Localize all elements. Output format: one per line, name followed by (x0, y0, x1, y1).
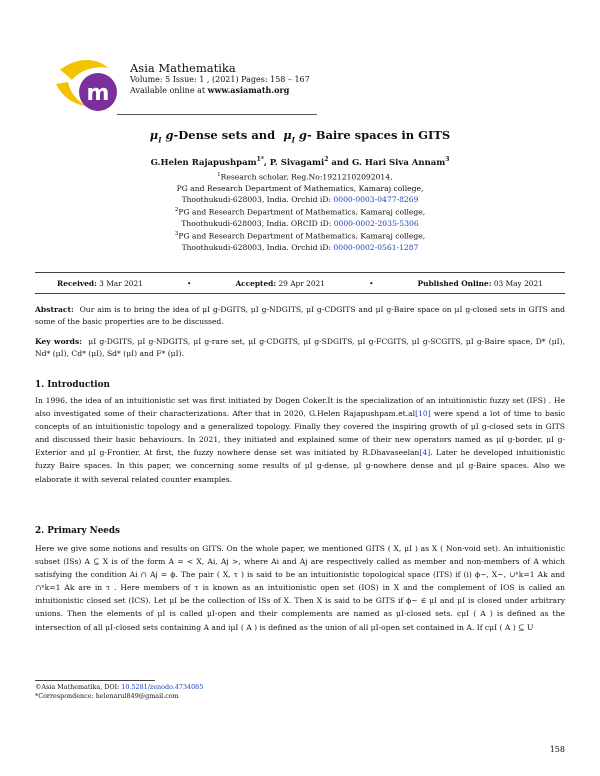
keywords-label: Key words: (35, 337, 83, 346)
volume-line: Volume: 5 Issue: 1 , (2021) Pages: 158 – 167 (130, 75, 310, 84)
footnote-correspondence: *Correspondence: helenarul849@gmail.com (35, 692, 179, 700)
keywords-text: μI g-DGITS, μI g-NDGITS, μI g-rare set, μI g-CDGITS, μI g-SDGITS, μI g-FCGITS, μI g-SCGITS, μI g-Baire space, D* (μI), Nd* (μI), Cd* (μI), Sd* (μI) and F* (μI). (35, 337, 566, 359)
keywords (35, 336, 565, 360)
footnote-rule (35, 680, 155, 681)
received-date: Received: 3 Mar 2021 (57, 278, 143, 288)
introduction-paragraph: In 1996, the idea of an intuitionistic set was first initiated by Dogen Coker.It is the specialization of an intuitionistic fuzzy set (IFS) . He also investigated some of their characterizations. After that in 2020, G.Helen Rajapushpam.et.al[10] were spend a lot of time to basic concepts of an intuitionistic topology and a generalized topology. Finally they covered the inspiring growth of μI g-closed sets in GITS and discussed their basic behaviours. In 2021, they initiated and explained some of their new operators named as μI g-border, μI g-Exterior and μI g-Frontier. At first, the fuzzy nowhere dense set was initiated by R.Dhavaseelan[4]. Later he developed intuitionistic fuzzy Baire spaces. In this paper, we concerning some results of μI g-dense, μI g-nowhere dense and μI g-Baire spaces. Also we elaborate it with several related counter examples. (35, 396, 565, 484)
svg-text:m: m (86, 81, 110, 106)
dates-bullet: • (186, 278, 192, 288)
affiliation-3b: Thoothukudi-628003, India. Orchid iD: 0000-0002-0561-1287 (181, 242, 419, 252)
publication-dates (35, 272, 565, 294)
abstract-label: Abstract: (35, 305, 74, 314)
abstract (35, 304, 565, 328)
availability-line: Available online at www.asiamath.org (130, 85, 290, 95)
primary-needs-paragraph: Here we give some notions and results on GITS. On the whole paper, we mentioned GITS ( X, μI ) as X ( Non-void set). An intuitionistic subset (ISs) A ⊆ X is of the form A = < X, Ai, Aj >, where Ai and Aj are respectively called as member and non-members of A which satisfying the condition Ai ∩ Aj = ϕ. The pair ( X, τ ) is said to be an intuitionistic topological space (ITS) if (i) ϕ∼, X∼, ∪ⁿk=1 Ak and ∩ⁿk=1 Ak are in τ . Here members of τ is known as an intuitionistic open set (IOS) in X and the complement of IOS is called an intuitionistic closed set (ICS). Let μI be the collection of ISs of X. Then X is said to be GITS if ϕ∼ ∈ μI and μI is closed under arbitrary unions. Then the elements of μI is called μI-open and their complements are named as μI-closed sets. cμI ( A ) is defined as the intersection of all μI-closed sets containing A and iμI ( A ) is defined as the union of all μI-open set contained in A. If cμI ( A ) ⊆ U (35, 544, 565, 632)
author-line: G.Helen Rajapushpam$^{1*}$, P. Sivagami$^2$ and G. Hari Siva Annam$^3$ (150, 156, 450, 168)
journal-name: Asia Mathematika (130, 61, 236, 75)
dates-bullet: • (369, 278, 374, 288)
journal-logo (52, 56, 128, 118)
affiliation-1a: $^1$Research scholar, Reg.No:19212102092014, (217, 172, 393, 182)
website-link[interactable]: www.asiamath.org (207, 85, 290, 95)
journal-header (130, 62, 310, 96)
paper-title: $\mu_I$ g-Dense sets and $\mu_I$ g- Baire spaces in GITS (149, 128, 451, 145)
published-date: Published Online: 03 May 2021 (417, 278, 543, 288)
section-heading-primary-needs: 2. Primary Needs (35, 526, 120, 536)
accepted-date: Accepted: 29 Apr 2021 (235, 278, 325, 288)
citation-link[interactable]: [4] (419, 448, 431, 458)
orcid-link-2[interactable]: 0000-0002-2035-5306 (333, 218, 419, 228)
footnote-copyright: ©Asia Mathematika, DOI: 10.5281/zenodo.4734085 (35, 683, 204, 691)
doi-link[interactable]: 10.5281/zenodo.4734085 (121, 683, 204, 691)
abstract-text: Our aim is to bring the idea of μI g-DGITS, μI g-NDGITS, μI g-CDGITS and μI g-Baire space on μI g-closed sets in GITS and some of the basic properties are to be discussed. (35, 305, 566, 327)
affiliation-1b: PG and Research Department of Mathematics, Kamaraj college, (176, 183, 424, 193)
affiliation-2b: Thoothukudi-628003, India. ORCID iD: 0000-0002-2035-5306 (181, 218, 419, 228)
orcid-link-1[interactable]: 0000-0003-0477-8269 (333, 194, 419, 204)
citation-link[interactable]: [10] (415, 409, 431, 419)
orcid-link-3[interactable]: 0000-0002-0561-1287 (333, 242, 419, 252)
header-rule (117, 114, 317, 115)
section-heading-introduction: 1. Introduction (35, 380, 110, 390)
affiliation-1c: Thoothukudi-628003, India. Orchid iD: 0000-0003-0477-8269 (181, 194, 419, 204)
page-number: 158 (549, 745, 565, 754)
affiliation-2a: $^2$PG and Research Department of Mathematics, Kamaraj college, (174, 207, 426, 217)
affiliations (0, 170, 600, 253)
affiliation-3a: $^3$PG and Research Department of Mathematics, Kamaraj college, (174, 231, 426, 241)
